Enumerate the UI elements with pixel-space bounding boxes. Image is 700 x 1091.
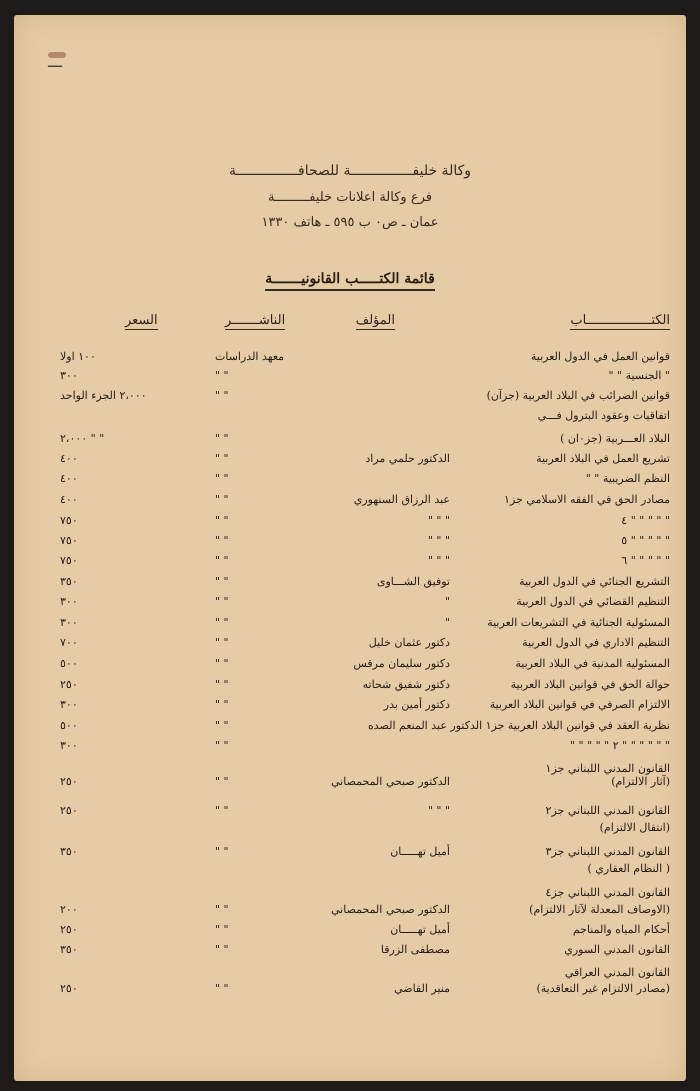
row-26-book: ( النظام العقاري ) [587, 862, 670, 875]
row-32-price: ٢٥٠ [60, 982, 78, 995]
row-6-author: الدكتور حلمي مراد [365, 452, 450, 465]
row-29-book: أحكام المياه والمناجم [572, 923, 670, 936]
row-1-price: ١٠٠ اولا [60, 350, 96, 363]
row-7-publisher: " " [215, 472, 229, 485]
row-3-book: قوانين الضرائب في البلاد العربية (جزآن) [486, 389, 670, 402]
row-3-publisher: " " [215, 389, 229, 402]
row-14-price: ٣٠٠ [60, 616, 78, 629]
row-9-author: " " " [427, 514, 450, 527]
row-22-book: (آثار الالتزام) [611, 775, 670, 788]
row-2-price: ٣٠٠ [60, 369, 78, 382]
row-2-book: " الجنسية " " [608, 369, 670, 382]
row-23-publisher: " " [215, 804, 229, 817]
row-10-book: " " " " " ٥ [621, 534, 670, 547]
ink-mark [48, 52, 66, 58]
row-2-publisher: " " [215, 369, 229, 382]
row-32-author: منير القاضي [394, 982, 450, 995]
row-22-publisher: " " [215, 775, 229, 788]
row-11-publisher: " " [215, 554, 229, 567]
row-24-book: (انتقال الالتزام) [599, 821, 670, 834]
row-32-book: (مصادر الالتزام غير التعاقدية) [536, 982, 670, 995]
row-13-author: " [444, 595, 450, 608]
row-28-publisher: " " [215, 903, 229, 916]
row-15-price: ٧٠٠ [60, 636, 78, 649]
row-8-book: مصادر الحق في الفقه الاسلامي جز١ [504, 493, 670, 506]
agency-name: وكالة خليفـــــــــــــــة للصحافـــــــــــــــة [228, 163, 472, 179]
row-1-publisher: معهد الدراسات [215, 350, 285, 363]
row-11-book: " " " " " ٦ [621, 554, 670, 567]
row-17-publisher: " " [215, 678, 229, 691]
row-5-price: ٢،٠٠٠ " " [60, 432, 105, 445]
row-14-publisher: " " [215, 616, 229, 629]
row-11-author: " " " [427, 554, 450, 567]
row-8-author: عبد الرزاق السنهوري [353, 493, 450, 506]
branch-name: فرع وكالة اعلانات خليفـــــــــة [268, 190, 432, 205]
row-14-author: " [444, 616, 450, 629]
row-7-price: ٤٠٠ [60, 472, 78, 485]
row-9-book: " " " " " ٤ [621, 514, 670, 527]
row-8-publisher: " " [215, 493, 229, 506]
row-29-price: ٢٥٠ [60, 923, 78, 936]
row-19-publisher: " " [215, 719, 229, 732]
list-title [0, 271, 700, 287]
row-7-book: النظم الضريبية " " [585, 472, 670, 485]
row-16-price: ٥٠٠ [60, 657, 78, 670]
row-25-book: القانون المدني اللبناني جز٣ [545, 845, 670, 858]
row-28-author: الدكتور صبحي المحمصاني [330, 903, 450, 916]
row-10-author: " " " [427, 534, 450, 547]
row-20-publisher: " " [215, 739, 229, 752]
row-16-book: المسئولية المدنية في البلاد العربية [515, 657, 670, 670]
row-28-price: ٢٠٠ [60, 903, 78, 916]
row-23-price: ٢٥٠ [60, 804, 78, 817]
row-16-publisher: " " [215, 657, 229, 670]
row-29-publisher: " " [215, 923, 229, 936]
row-16-author: دكتور سليمان مرقس [353, 657, 450, 670]
row-29-author: أميل تهـــــان [390, 923, 450, 936]
row-12-author: توفيق الشـــاوى [376, 575, 450, 588]
row-17-price: ٢٥٠ [60, 678, 78, 691]
row-8-price: ٤٠٠ [60, 493, 78, 506]
column-header-publisher: الناشـــــــر [225, 313, 286, 328]
row-25-author: أميل تهـــــان [390, 845, 450, 858]
row-15-book: التنظيم الاداري في الدول العربية [522, 636, 670, 649]
row-13-publisher: " " [215, 595, 229, 608]
row-9-publisher: " " [215, 514, 229, 527]
row-22-price: ٢٥٠ [60, 775, 78, 788]
column-header-price: السعر [125, 313, 158, 328]
row-18-author: دكتور أمين بدر [383, 698, 450, 711]
row-14-book: المسئولية الجنائية في التشريعات العربية [487, 616, 670, 629]
row-20-price: ٣٠٠ [60, 739, 78, 752]
row-18-publisher: " " [215, 698, 229, 711]
row-4-book: اتفاقيات وعقود البترول فـــي [537, 409, 670, 422]
list-title-text: قائمة الكتـــــب القانونيـــــــة [265, 271, 435, 291]
row-30-publisher: " " [215, 943, 229, 956]
row-5-book: البلاد العـــربية (جز٠ان ) [560, 432, 670, 445]
row-18-price: ٣٠٠ [60, 698, 78, 711]
row-6-price: ٤٠٠ [60, 452, 78, 465]
row-23-author: " " " [427, 804, 450, 817]
row-30-book: القانون المدني السوري [564, 943, 670, 956]
row-12-price: ٣٥٠ [60, 575, 78, 588]
row-12-publisher: " " [215, 575, 229, 588]
row-25-price: ٣٥٠ [60, 845, 78, 858]
row-20-book: " " " " " " ٢ " " " " " [569, 739, 670, 752]
row-1-book: قوانين العمل في الدول العربية [530, 350, 670, 363]
row-17-book: حوالة الحق في قوانين البلاد العربية [510, 678, 670, 691]
row-10-publisher: " " [215, 534, 229, 547]
row-30-author: مصطفى الزرقا [380, 943, 450, 956]
column-header-author: المؤلف [355, 313, 395, 328]
row-32-publisher: " " [215, 982, 229, 995]
row-15-publisher: " " [215, 636, 229, 649]
row-13-price: ٣٠٠ [60, 595, 78, 608]
row-18-book: الالتزام الصرفي في قوانين البلاد العربية [489, 698, 670, 711]
row-10-price: ٧٥٠ [60, 534, 78, 547]
row-12-book: التشريع الجنائي في الدول العربية [519, 575, 670, 588]
row-13-book: التنظيم القضائي في الدول العربية [516, 595, 670, 608]
row-19-price: ٥٠٠ [60, 719, 78, 732]
row-30-price: ٣٥٠ [60, 943, 78, 956]
row-5-publisher: " " [215, 432, 229, 445]
row-3-price: ٢،٠٠٠ الجزء الواحد [60, 389, 147, 402]
row-25-publisher: " " [215, 845, 229, 858]
row-17-author: دكتور شفيق شحاته [362, 678, 450, 691]
row-6-publisher: " " [215, 452, 229, 465]
row-22-author: الدكتور صبحي المحمصاني [330, 775, 450, 788]
row-27-book: القانون المدني اللبناني جز٤ [545, 886, 670, 899]
row-28-book: (الاوصاف المعدلة لآثار الالتزام) [529, 903, 670, 916]
row-11-price: ٧٥٠ [60, 554, 78, 567]
row-9-price: ٧٥٠ [60, 514, 78, 527]
row-15-author: دكتور عثمان خليل [368, 636, 450, 649]
row-19-book: نظرية العقد في قوانين البلاد العربية جز١ الدكتور عبد المنعم الصده [368, 719, 670, 732]
row-31-book: القانون المدني العراقي [564, 966, 670, 979]
row-23-book: القانون المدني اللبناني جز٢ [545, 804, 670, 817]
column-header-book: الكتـــــــــــــــــاب [570, 313, 670, 328]
row-6-book: تشريع العمل في البلاد العربية [536, 452, 670, 465]
address-line: عمان ـ ص٠ ب ٥٩٥ ـ هاتف ١٣٣٠ [261, 215, 439, 230]
row-21-book: القانون المدني اللبناني جز١ [545, 762, 670, 775]
